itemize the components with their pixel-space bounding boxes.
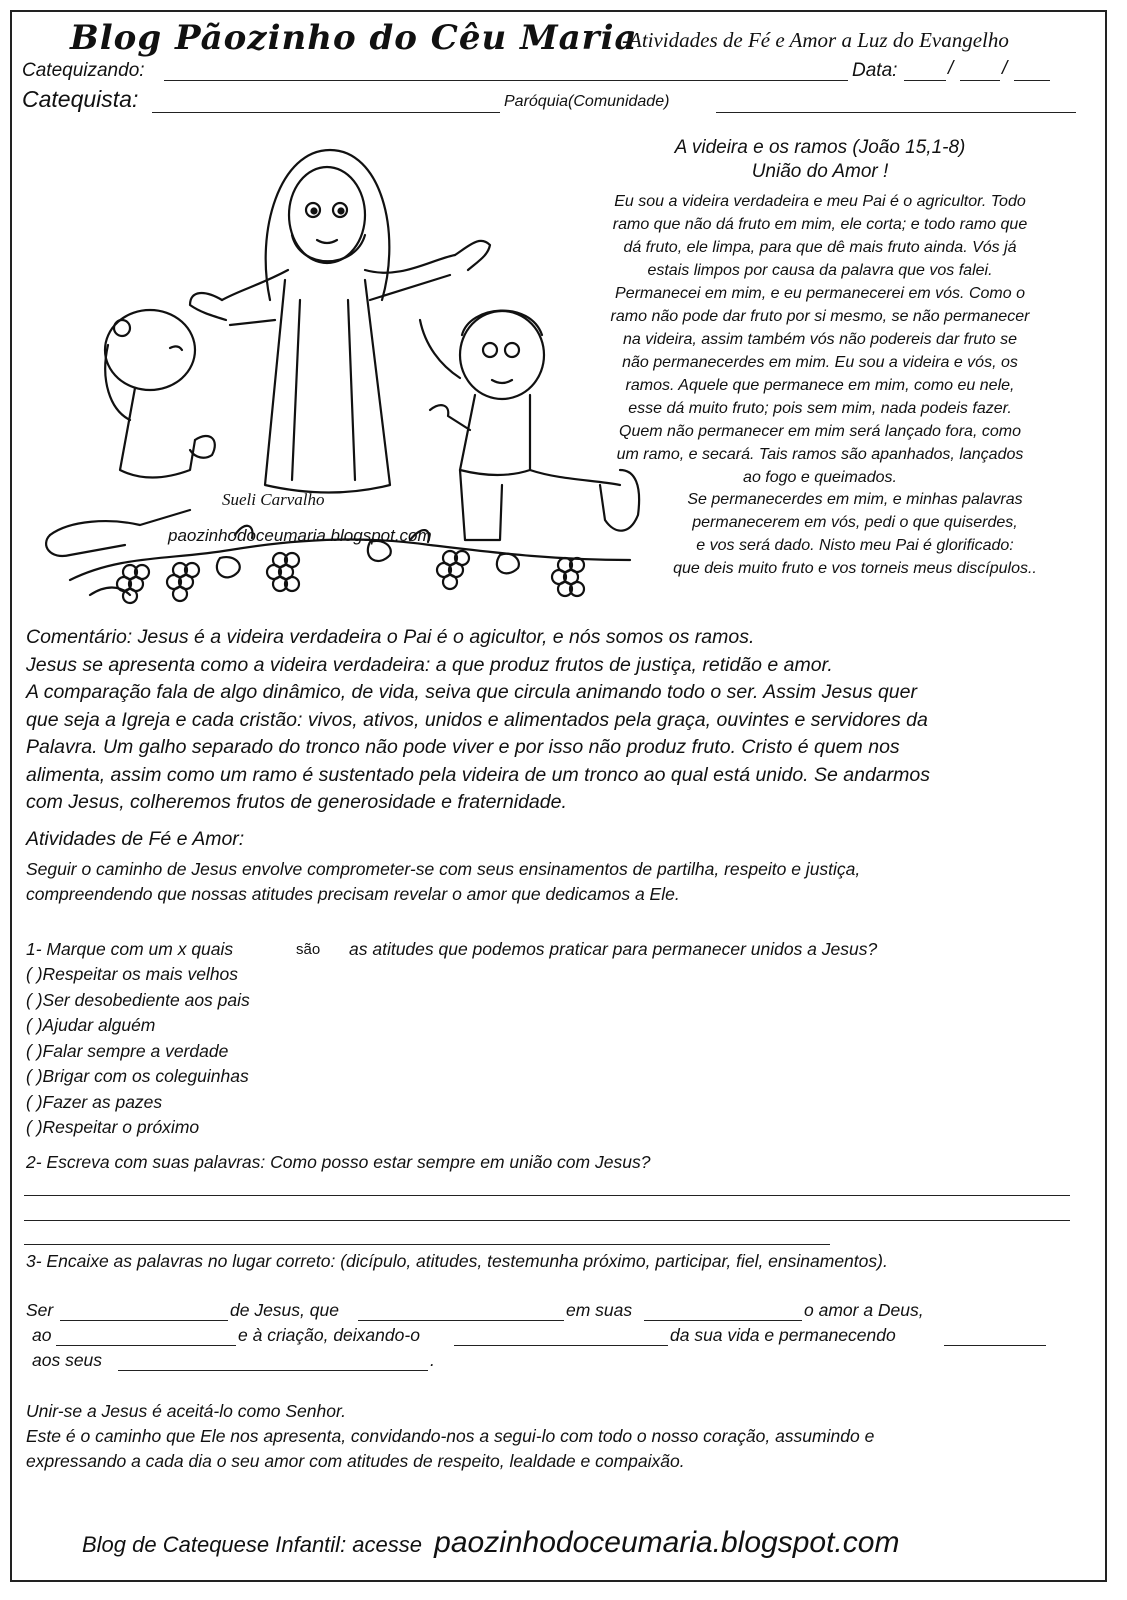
- activities-intro: [26, 857, 860, 907]
- commentary-line: que seja a Igreja e cada cristão: vivos, ativos, unidos e alimentados pela graça, ouvintes e servidores da: [26, 708, 928, 731]
- grape-cluster-4: [437, 551, 469, 589]
- checkbox[interactable]: ( ): [26, 989, 43, 1010]
- paroquia-label: Paróquia(Comunidade): [504, 93, 670, 110]
- activities-heading: Atividades de Fé e Amor:: [26, 828, 245, 850]
- footer: [82, 1526, 899, 1560]
- checklist-item[interactable]: ( )Respeitar os mais velhos: [26, 964, 239, 984]
- intro-line: compreendendo que nossas atitudes precisam revelar o amor que dedicamos a Ele.: [26, 884, 680, 904]
- question-1-suffix: as atitudes que podemos praticar para permanecer unidos a Jesus?: [349, 939, 878, 959]
- blank-3[interactable]: [644, 1320, 802, 1321]
- passage-title: [566, 136, 1074, 184]
- checkbox[interactable]: ( ): [26, 1040, 43, 1061]
- paroquia-field[interactable]: [716, 112, 1076, 113]
- passage-text-2: [630, 488, 1080, 580]
- grape-cluster-1: [117, 565, 149, 603]
- date-day-field[interactable]: [904, 80, 946, 81]
- catequizando-label: Catequizando:: [22, 60, 145, 81]
- passage-line: ramo não pode dar fruto por si mesmo, se não permanecer: [610, 308, 1030, 325]
- grape-cluster-2: [167, 563, 199, 601]
- commentary-line: Jesus se apresenta como a videira verdadeira: a que produz frutos de justiça, retidão e amor.: [26, 653, 833, 676]
- commentary-line: alimenta, assim como um ramo é sustentado pela videira de um tronco ao qual está unido. Se andarmos: [26, 763, 930, 786]
- blank-1[interactable]: [60, 1320, 228, 1321]
- passage-line: na videira, assim também vós não podereis dar fruto se: [623, 331, 1017, 348]
- fill-em-suas: em suas: [566, 1300, 633, 1320]
- passage-line: um ramo, e secará. Tais ramos são apanhados, lançados: [616, 446, 1024, 463]
- passage-line: Se permanecerdes em mim, e minhas palavras: [687, 491, 1023, 508]
- fill-amor: o amor a Deus,: [804, 1300, 924, 1320]
- passage-line: dá fruto, ele limpa, para que dê mais fruto ainda. Vós já: [623, 239, 1017, 256]
- closing-line: Unir-se a Jesus é aceitá-lo como Senhor.: [26, 1401, 347, 1421]
- checkbox[interactable]: ( ): [26, 1015, 43, 1035]
- footer-label: Blog de Catequese Infantil: acesse: [82, 1532, 423, 1557]
- illustrator-signature: Sueli Carvalho: [222, 490, 325, 509]
- footer-url-link[interactable]: paozinhodoceumaria.blogspot.com: [434, 1526, 900, 1559]
- blog-subtitle: -Atividades de Fé e Amor a Luz do Evangelho: [622, 28, 1009, 52]
- question-3-text: 3- Encaixe as palavras no lugar correto: (dicípulo, atitudes, testemunha próximo, participar, fiel, ensinamentos).: [26, 1251, 888, 1271]
- catequista-label: Catequista:: [22, 86, 139, 112]
- passage-line: Quem não permanecer em mim será lançado fora, como: [619, 423, 1021, 440]
- blank-7[interactable]: [118, 1370, 428, 1371]
- commentary: [26, 624, 1106, 817]
- fill-da-vida: da sua vida e permanecendo: [670, 1325, 896, 1345]
- passage-line: ramos. Aquele que permanece em mim, como eu nele,: [625, 377, 1015, 394]
- closing-line: expressando a cada dia o seu amor com atitudes de respeito, lealdade e compaixão.: [26, 1451, 685, 1471]
- jesus-figure: [190, 150, 490, 493]
- commentary-line: A comparação fala de algo dinâmico, de vida, seiva que circula animando todo o ser. Assim Jesus quer: [26, 681, 917, 703]
- passage-line: Eu sou a videira verdadeira e meu Pai é o agricultor. Todo: [614, 193, 1026, 210]
- grape-cluster-3: [267, 553, 299, 591]
- checkbox[interactable]: ( ): [26, 1091, 43, 1112]
- data-label: Data:: [852, 60, 898, 81]
- checklist-item[interactable]: ( )Brigar com os coleguinhas: [26, 1066, 249, 1086]
- answer-line-2[interactable]: [24, 1220, 1070, 1221]
- passage-text: [566, 190, 1074, 489]
- girl-figure: [46, 310, 215, 556]
- grape-cluster-5: [552, 558, 584, 596]
- passage-line: estais limpos por causa da palavra que vos falei.: [647, 262, 993, 279]
- checkbox[interactable]: ( ): [26, 1117, 43, 1137]
- passage-line: ramo que não dá fruto em mim, ele corta; e todo ramo que: [612, 216, 1028, 233]
- fill-criacao: e à criação, deixando-o: [238, 1325, 420, 1345]
- blank-6[interactable]: [944, 1345, 1046, 1346]
- commentary-line: Palavra. Um galho separado do tronco não pode viver e por isso não produz fruto. Cristo é quem nos: [26, 736, 900, 758]
- question-1-checklist: [26, 962, 250, 1141]
- passage-heading: A videira e os ramos (João 15,1-8): [674, 137, 966, 158]
- catequizando-field[interactable]: [164, 80, 848, 81]
- checkbox[interactable]: ( ): [26, 964, 43, 984]
- fill-ao: ao: [32, 1325, 52, 1345]
- illustration-watermark: paozinhodoceumaria.blogspot.com: [168, 526, 432, 545]
- catequista-field[interactable]: [152, 112, 500, 113]
- intro-line: Seguir o caminho de Jesus envolve comprometer-se com seus ensinamentos de partilha, respeito e justiça,: [26, 859, 861, 879]
- fill-aos-seus: aos seus: [32, 1350, 103, 1370]
- checklist-item[interactable]: ( )Fazer as pazes: [26, 1091, 163, 1112]
- commentary-line: com Jesus, colheremos frutos de generosidade e fraternidade.: [26, 791, 567, 813]
- fill-period: .: [430, 1350, 435, 1370]
- checklist-item[interactable]: ( )Falar sempre a verdade: [26, 1040, 229, 1061]
- blog-title: Blog Pãozinho do Cêu Maria: [70, 18, 638, 58]
- passage-line: não permanecerdes em mim. Eu sou a videira e vós, os: [622, 354, 1018, 371]
- date-slash: /: [948, 58, 954, 79]
- answer-line-1[interactable]: [24, 1195, 1070, 1196]
- question-1-prefix: 1- Marque com um x quais: [26, 939, 234, 959]
- checklist-item[interactable]: ( )Respeitar o próximo: [26, 1117, 200, 1137]
- blank-4[interactable]: [56, 1345, 236, 1346]
- passage-line: e vos será dado. Nisto meu Pai é glorificado:: [696, 537, 1014, 554]
- closing-text: [26, 1399, 874, 1474]
- checkbox[interactable]: ( ): [26, 1066, 43, 1086]
- passage-line: permanecerem em vós, pedi o que quiserdes,: [692, 514, 1018, 531]
- checklist-item[interactable]: ( )Ser desobediente aos pais: [26, 989, 250, 1010]
- passage-line: Permanecei em mim, e eu permanecerei em vós. Como o: [615, 285, 1025, 302]
- answer-line-3[interactable]: [24, 1244, 830, 1245]
- date-month-field[interactable]: [960, 80, 1000, 81]
- passage-line: que deis muito fruto e vos torneis meus discípulos..: [673, 560, 1037, 577]
- question-1-inserted-word: são: [296, 941, 321, 958]
- commentary-line: Comentário: Jesus é a videira verdadeira o Pai é o agicultor, e nós somos os ramos.: [26, 626, 755, 648]
- date-year-field[interactable]: [1014, 80, 1050, 81]
- fill-de-jesus: de Jesus, que: [230, 1300, 339, 1320]
- blank-5[interactable]: [454, 1345, 668, 1346]
- fill-ser: Ser: [26, 1300, 54, 1320]
- passage-line: esse dá muito fruto; pois sem mim, nada podeis fazer.: [628, 400, 1012, 417]
- passage-subheading: União do Amor !: [751, 161, 889, 182]
- question-2-text: 2- Escreva com suas palavras: Como posso estar sempre em união com Jesus?: [26, 1152, 651, 1172]
- date-slash: /: [1002, 58, 1008, 79]
- passage-line: ao fogo e queimados.: [743, 469, 897, 486]
- checklist-item[interactable]: ( )Ajudar alguém: [26, 1015, 156, 1035]
- blank-2[interactable]: [358, 1320, 564, 1321]
- closing-line: Este é o caminho que Ele nos apresenta, convidando-nos a segui-lo com todo o nosso coração, assumindo e: [26, 1426, 875, 1446]
